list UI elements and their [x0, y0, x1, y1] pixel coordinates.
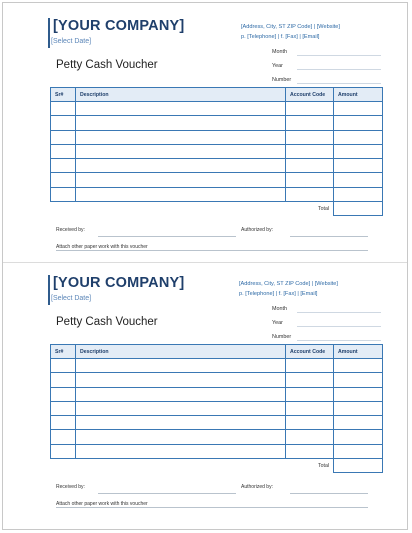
number-label: Number	[272, 334, 292, 340]
contact-line-address[interactable]: [Address, City, ST ZIP Code] | [Website]	[241, 24, 340, 30]
cell-blank	[76, 459, 286, 473]
total-label: Total	[286, 459, 334, 473]
voucher-bottom	[3, 260, 409, 515]
col-header-amount: Amount	[334, 345, 383, 359]
received-by-line[interactable]	[98, 236, 236, 237]
table-header-row	[51, 345, 383, 359]
cell-description[interactable]	[76, 144, 286, 158]
col-header-sr: Sr#	[51, 88, 76, 102]
cell-amount[interactable]	[334, 373, 383, 387]
cell-description[interactable]	[76, 387, 286, 401]
received-by-line[interactable]	[98, 493, 236, 494]
table-row	[51, 159, 383, 173]
cell-account-code[interactable]	[286, 373, 334, 387]
cell-description[interactable]	[76, 430, 286, 444]
year-label: Year	[272, 320, 283, 326]
contact-line-phone[interactable]: p. [Telephone] | f. [Fax] | [Email]	[241, 34, 320, 40]
cell-account-code[interactable]	[286, 102, 334, 116]
month-label: Month	[272, 306, 287, 312]
table-header-row	[51, 88, 383, 102]
cell-description[interactable]	[76, 102, 286, 116]
accent-bar	[48, 275, 50, 305]
cell-account-code[interactable]	[286, 401, 334, 415]
cell-account-code[interactable]	[286, 187, 334, 201]
date-field[interactable]: [Select Date]	[51, 295, 92, 302]
cell-amount[interactable]	[334, 430, 383, 444]
cell-sr[interactable]	[51, 416, 76, 430]
cell-sr[interactable]	[51, 187, 76, 201]
voucher-title: Petty Cash Voucher	[56, 59, 158, 71]
table-row	[51, 102, 383, 116]
cell-amount[interactable]	[334, 359, 383, 373]
table-row	[51, 130, 383, 144]
cell-sr[interactable]	[51, 144, 76, 158]
cell-description[interactable]	[76, 116, 286, 130]
cell-amount[interactable]	[334, 116, 383, 130]
number-field[interactable]	[297, 83, 381, 84]
year-label: Year	[272, 63, 283, 69]
table-row	[51, 187, 383, 201]
cell-amount[interactable]	[334, 159, 383, 173]
cell-sr[interactable]	[51, 373, 76, 387]
number-label: Number	[272, 77, 292, 83]
cell-sr[interactable]	[51, 159, 76, 173]
cell-amount[interactable]	[334, 416, 383, 430]
col-header-description: Description	[76, 88, 286, 102]
authorized-by-line[interactable]	[290, 236, 368, 237]
table-row	[51, 359, 383, 373]
contact-line-phone[interactable]: p. [Telephone] | f. [Fax] | [Email]	[239, 291, 318, 297]
month-field[interactable]	[297, 55, 381, 56]
col-header-account-code: Account Code	[286, 88, 334, 102]
cell-description[interactable]	[76, 373, 286, 387]
cell-description[interactable]	[76, 130, 286, 144]
authorized-by-label: Authorized by:	[241, 227, 273, 233]
cell-account-code[interactable]	[286, 416, 334, 430]
attach-note: Attach other paper work with this voucher	[56, 244, 148, 250]
cell-description[interactable]	[76, 187, 286, 201]
contact-line-address[interactable]: [Address, City, ST ZIP Code] | [Website]	[239, 281, 338, 287]
total-amount-cell[interactable]	[334, 202, 383, 216]
table-row	[51, 373, 383, 387]
year-field[interactable]	[297, 69, 381, 70]
cell-description[interactable]	[76, 173, 286, 187]
accent-bar	[48, 18, 50, 48]
cell-blank	[76, 202, 286, 216]
cell-amount[interactable]	[334, 444, 383, 458]
total-label: Total	[286, 202, 334, 216]
cell-description[interactable]	[76, 359, 286, 373]
month-field[interactable]	[297, 312, 381, 313]
table-total-row	[51, 459, 383, 473]
month-label: Month	[272, 49, 287, 55]
col-header-amount: Amount	[334, 88, 383, 102]
received-by-label: Received by:	[56, 227, 85, 233]
cell-sr[interactable]	[51, 102, 76, 116]
table-row	[51, 401, 383, 415]
cell-sr[interactable]	[51, 387, 76, 401]
contact-info[interactable]	[241, 22, 371, 42]
table-row	[51, 444, 383, 458]
cell-description[interactable]	[76, 444, 286, 458]
voucher-table	[50, 87, 383, 216]
col-header-account-code: Account Code	[286, 345, 334, 359]
cell-sr[interactable]	[51, 401, 76, 415]
cell-account-code[interactable]	[286, 159, 334, 173]
voucher-top	[3, 3, 409, 258]
date-field[interactable]: [Select Date]	[51, 38, 92, 45]
cell-sr[interactable]	[51, 116, 76, 130]
cell-description[interactable]	[76, 159, 286, 173]
col-header-sr: Sr#	[51, 345, 76, 359]
cell-amount[interactable]	[334, 144, 383, 158]
table-row	[51, 416, 383, 430]
col-header-description: Description	[76, 345, 286, 359]
cell-account-code[interactable]	[286, 144, 334, 158]
attach-note-line	[56, 250, 368, 251]
cell-sr[interactable]	[51, 430, 76, 444]
cell-account-code[interactable]	[286, 173, 334, 187]
table-row	[51, 430, 383, 444]
authorized-by-line[interactable]	[290, 493, 368, 494]
cell-amount[interactable]	[334, 387, 383, 401]
cell-sr[interactable]	[51, 130, 76, 144]
cell-description[interactable]	[76, 401, 286, 415]
contact-info[interactable]	[239, 279, 369, 299]
company-name[interactable]: [YOUR COMPANY]	[53, 275, 185, 291]
cell-account-code[interactable]	[286, 116, 334, 130]
table-row	[51, 144, 383, 158]
cell-amount[interactable]	[334, 187, 383, 201]
year-field[interactable]	[297, 326, 381, 327]
table-row	[51, 173, 383, 187]
cell-account-code[interactable]	[286, 130, 334, 144]
authorized-by-label: Authorized by:	[241, 484, 273, 490]
voucher-table	[50, 344, 383, 473]
table-total-row	[51, 202, 383, 216]
voucher-title: Petty Cash Voucher	[56, 316, 158, 328]
cell-amount[interactable]	[334, 102, 383, 116]
attach-note: Attach other paper work with this voucher	[56, 501, 148, 507]
cell-account-code[interactable]	[286, 430, 334, 444]
table-row	[51, 116, 383, 130]
cell-amount[interactable]	[334, 401, 383, 415]
cell-account-code[interactable]	[286, 444, 334, 458]
received-by-label: Received by:	[56, 484, 85, 490]
cell-amount[interactable]	[334, 130, 383, 144]
table-row	[51, 387, 383, 401]
cell-sr[interactable]	[51, 359, 76, 373]
attach-note-line	[56, 507, 368, 508]
number-field[interactable]	[297, 340, 381, 341]
cell-sr[interactable]	[51, 173, 76, 187]
cell-blank	[51, 202, 76, 216]
cell-amount[interactable]	[334, 173, 383, 187]
cell-sr[interactable]	[51, 444, 76, 458]
company-name[interactable]: [YOUR COMPANY]	[53, 18, 185, 34]
cell-description[interactable]	[76, 416, 286, 430]
cell-account-code[interactable]	[286, 359, 334, 373]
total-amount-cell[interactable]	[334, 459, 383, 473]
document-page	[2, 2, 408, 530]
cell-account-code[interactable]	[286, 387, 334, 401]
cell-blank	[51, 459, 76, 473]
